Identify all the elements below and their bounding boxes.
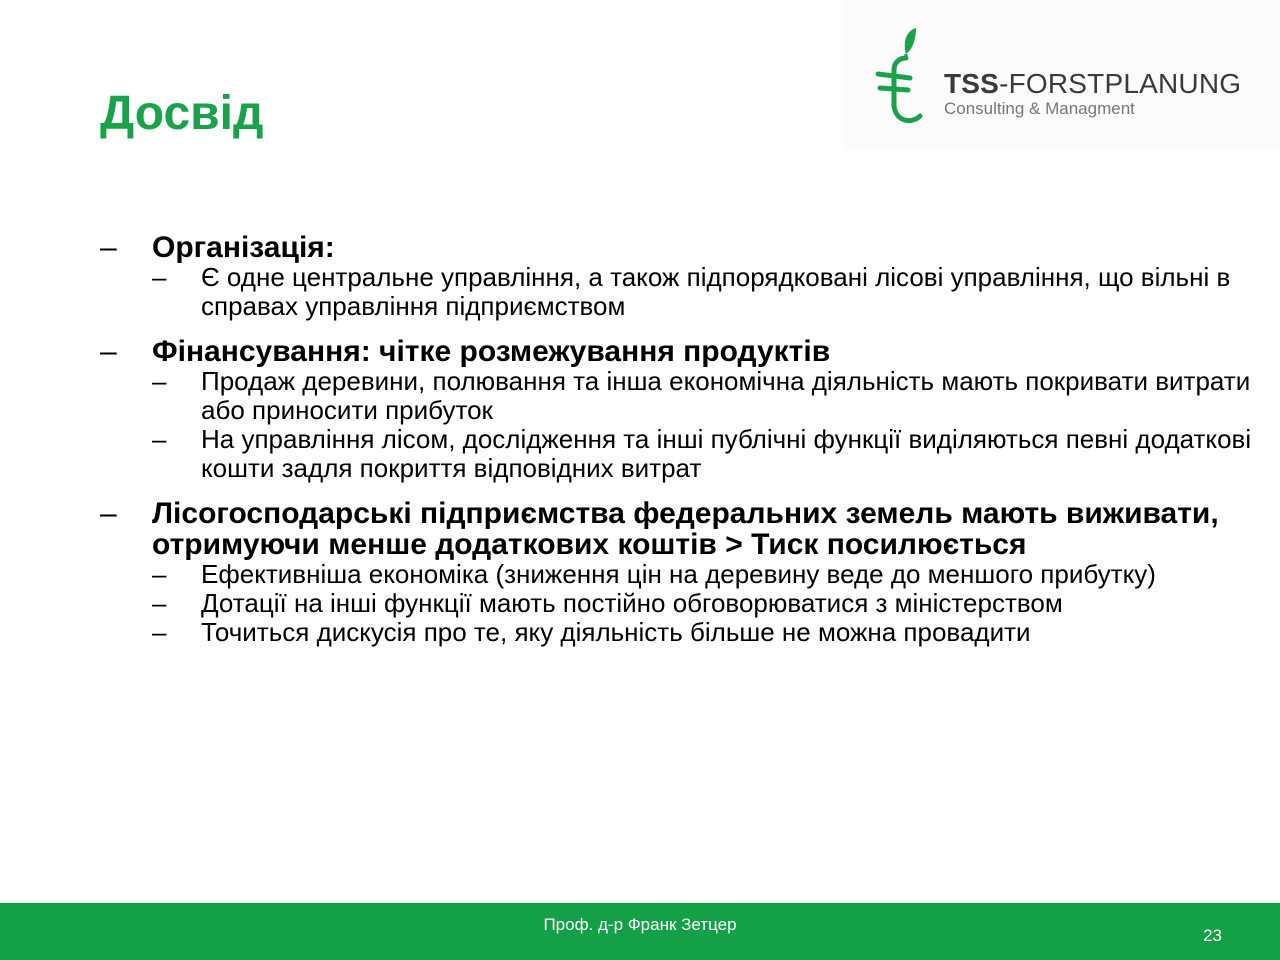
footer-author: Проф. д-р Франк Зетцер — [543, 915, 737, 934]
dash-icon: – — [152, 366, 167, 396]
bullet-organization — [0, 232, 1280, 263]
bullet-financing — [0, 336, 1280, 367]
tss-logo-icon — [872, 26, 938, 126]
sub-bullet — [0, 425, 1280, 483]
logo-brand — [944, 69, 1241, 99]
dash-icon: – — [100, 497, 117, 530]
slide-title: Досвід — [100, 87, 264, 140]
dash-icon: – — [152, 262, 167, 292]
bullet-heading: Організація: — [152, 231, 335, 264]
sub-bullet-text: На управління лісом, дослідження та інші публічні функції виділяються певні додаткові кошти задля покриття відповідних витрат — [201, 424, 1252, 483]
bullet-federal-enterprises — [0, 498, 1280, 560]
dash-icon: – — [100, 335, 117, 368]
footer-bar — [0, 903, 1280, 960]
page-number: 23 — [1203, 926, 1222, 945]
slide-content — [0, 232, 1280, 647]
bullet-heading: Фінансування: чітке розмежування продуктів — [152, 335, 831, 368]
logo-text — [944, 69, 1241, 119]
sub-bullet — [0, 589, 1280, 618]
sub-bullet-text: Дотації на інші функції мають постійно обговорюватися з міністерством — [201, 588, 1063, 618]
spacer — [0, 321, 1280, 336]
sub-bullet-text: Ефективніша економіка (зниження цін на деревину веде до меншого прибутку) — [201, 559, 1156, 589]
logo-brand-rest: -FORSTPLANUNG — [999, 68, 1242, 99]
dash-icon: – — [100, 231, 117, 264]
dash-icon: – — [152, 424, 167, 454]
sub-bullet-text: Точиться дискусія про те, яку діяльність більше не можна провадити — [201, 617, 1031, 647]
dash-icon: – — [152, 617, 167, 647]
logo-tagline: Consulting & Managment — [944, 99, 1135, 118]
spacer — [0, 483, 1280, 498]
dash-icon: – — [152, 559, 167, 589]
logo-brand-bold: TSS — [944, 68, 1000, 99]
sub-bullet — [0, 618, 1280, 647]
bullet-heading: Лісогосподарські підприємства федеральних земель мають виживати, отримуючи менше додаткових коштів > Тиск посилюється — [152, 497, 1219, 561]
sub-bullet-text: Продаж деревини, полювання та інша економічна діяльність мають покривати витрати або приносити прибуток — [201, 366, 1251, 425]
dash-icon: – — [152, 588, 167, 618]
sub-bullet-text: Є одне центральне управління, а також підпорядковані лісові управління, що вільні в справах управління підприємством — [201, 262, 1231, 321]
sub-bullet — [0, 367, 1280, 425]
sub-bullet — [0, 560, 1280, 589]
sub-bullet — [0, 263, 1280, 321]
